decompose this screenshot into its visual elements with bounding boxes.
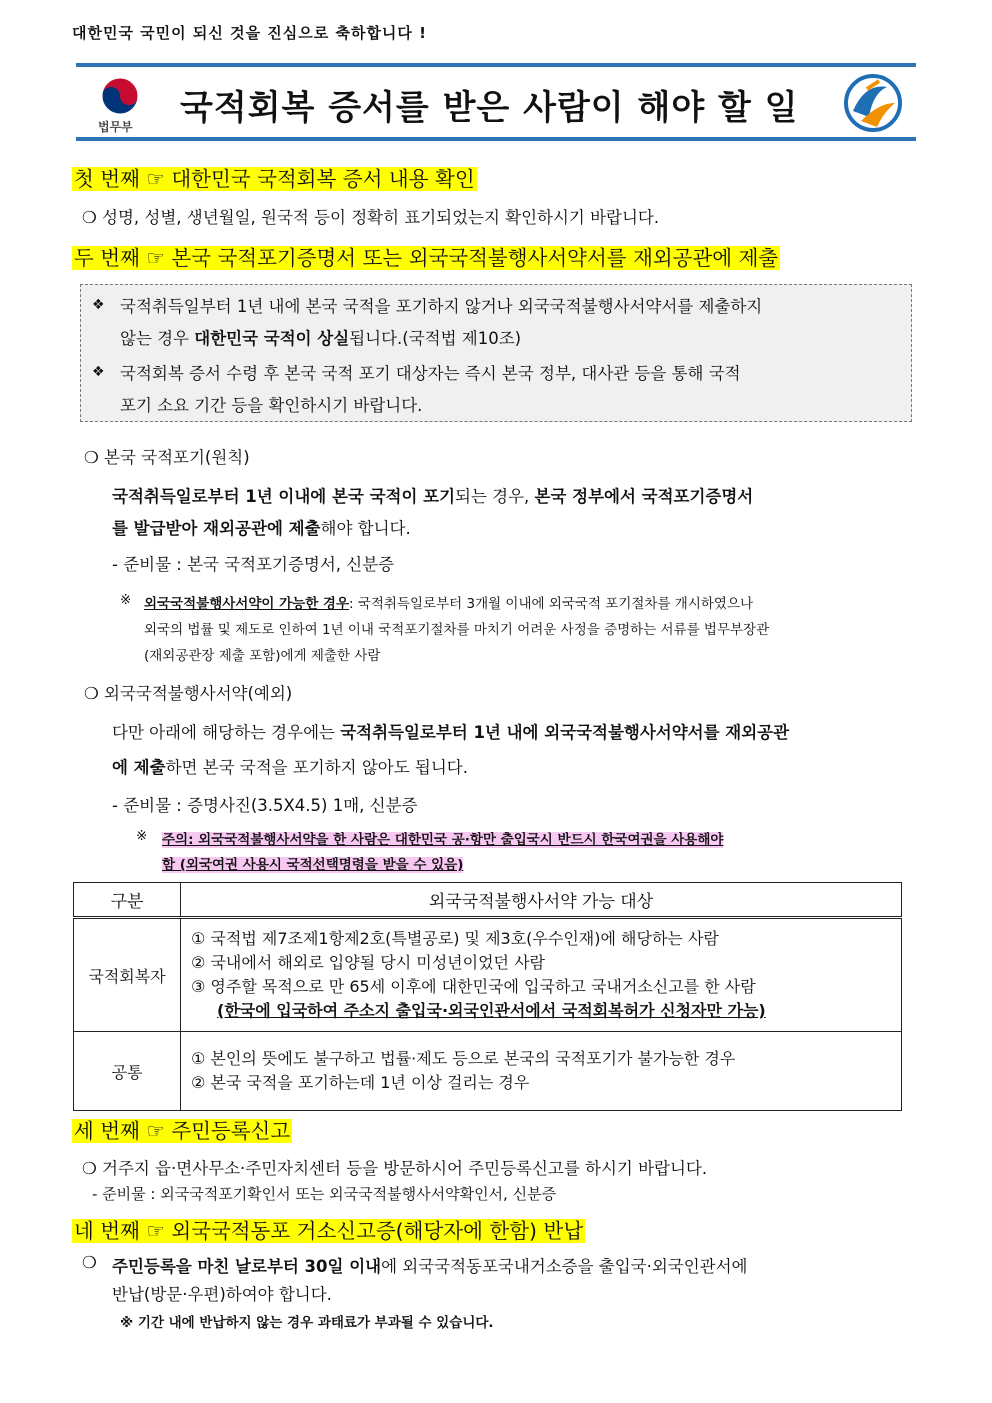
- step1-heading: 첫 번째 ☞ 대한민국 국적회복 증서 내용 확인: [74, 167, 475, 191]
- step4-line1: 주민등록을 마친 날로부터 30일 이내에 외국국적동포국내거소증을 출입국·외국인관서에: [112, 1257, 748, 1276]
- principle-note-line1: 외국국적불행사서약이 가능한 경우: 국적취득일로부터 3개월 이내에 외국국적 포기절차를 개시하였으나: [144, 596, 754, 612]
- principle-note-mark: ※: [120, 592, 132, 608]
- list-item: ③ 영주할 목적으로 만 65세 이후에 대한민국에 입국하고 국내거소신고를 한 사람: [191, 977, 756, 996]
- step4-line2: 반납(방문·우편)하여야 합니다.: [112, 1285, 332, 1304]
- step1-bullet: ❍ 성명, 성별, 생년월일, 원국적 등이 정확히 표기되었는지 확인하시기 바랍니다.: [82, 208, 660, 227]
- row-category-restorer: 국적회복자: [74, 918, 181, 1032]
- note1-line2: 않는 경우 대한민국 국적이 상실됩니다.(국적법 제10조): [120, 329, 522, 348]
- step4-heading: 네 번째 ☞ 외국국적동포 거소신고증(해당자에 한함) 반납: [74, 1219, 584, 1243]
- caution-line1: 주의: 외국국적불행사서약을 한 사람은 대한민국 공·항만 출입국시 반드시 한국여권을 사용해야: [162, 832, 724, 848]
- principle-title: ❍ 본국 국적포기(원칙): [84, 448, 250, 467]
- blue-orange-swirl-logo-icon: [843, 73, 903, 133]
- list-item: ② 국내에서 해외로 입양될 당시 미성년이었던 사람: [191, 953, 545, 972]
- row-items-common: [181, 1032, 902, 1111]
- diamond-bullet-icon: ❖: [92, 297, 105, 313]
- exception-line2: 에 제출하면 본국 국적을 포기하지 않아도 됩니다.: [112, 758, 468, 777]
- principle-note-line3: (재외공관장 제출 포함)에게 제출한 사람: [144, 648, 381, 664]
- list-item-note: (한국에 입국하여 주소지 출입국·외국인관서에서 국적회복허가 신청자만 가능): [217, 1001, 766, 1020]
- principle-line1: 국적취득일로부터 1년 이내에 본국 국적이 포기되는 경우, 본국 정부에서 국적포기증명서: [112, 487, 754, 506]
- eligibility-table: [73, 882, 902, 1111]
- table-row: [74, 918, 902, 1032]
- diamond-bullet-icon: ❖: [92, 364, 105, 380]
- table-header-target: 외국국적불행사서약 가능 대상: [181, 883, 902, 918]
- exception-prep: - 준비물 : 증명사진(3.5X4.5) 1매, 신분증: [112, 796, 418, 815]
- exception-title: ❍ 외국국적불행사서약(예외): [84, 684, 293, 703]
- list-item: ① 본인의 뜻에도 불구하고 법률·제도 등으로 본국의 국적포기가 불가능한 경우: [191, 1049, 736, 1068]
- ministry-label: 법무부: [98, 120, 133, 134]
- step3-heading: 세 번째 ☞ 주민등록신고: [74, 1119, 291, 1143]
- exception-line1: 다만 아래에 해당하는 경우에는 국적취득일로부터 1년 내에 외국국적불행사서약서를 재외공관: [112, 723, 790, 742]
- table-header-category: 구분: [74, 883, 181, 918]
- row-category-common: 공통: [74, 1032, 181, 1111]
- caution-line2: 함 (외국여권 사용시 국적선택명령을 받을 수 있음): [162, 857, 464, 873]
- note2-line1: 국적회복 증서 수령 후 본국 국적 포기 대상자는 즉시 본국 정부, 대사관 등을 통해 국적: [120, 364, 741, 383]
- step4-note: ※ 기간 내에 반납하지 않는 경우 과태료가 부과될 수 있습니다.: [120, 1315, 494, 1331]
- list-item: ① 국적법 제7조제1항제2호(특별공로) 및 제3호(우수인재)에 해당하는 사람: [191, 929, 719, 948]
- step4-bullet-mark: ❍: [82, 1253, 97, 1272]
- step2-heading: 두 번째 ☞ 본국 국적포기증명서 또는 외국국적불행사서약서를 재외공관에 제출: [74, 246, 779, 270]
- table-header-row: [74, 883, 902, 918]
- principle-prep: - 준비물 : 본국 국적포기증명서, 신분증: [112, 555, 395, 574]
- principle-line2: 를 발급받아 재외공관에 제출해야 합니다.: [112, 519, 411, 538]
- congratulations-line: 대한민국 국민이 되신 것을 진심으로 축하합니다 !: [72, 24, 427, 42]
- page-title: 국적회복 증서를 받은 사람이 해야 할 일: [180, 88, 799, 128]
- list-item: ② 본국 국적을 포기하는데 1년 이상 걸리는 경우: [191, 1073, 530, 1092]
- principle-note-line2: 외국의 법률 및 제도로 인하여 1년 이내 국적포기절차를 마치기 어려운 사정을 증명하는 서류를 법무부장관: [144, 622, 770, 638]
- caution-mark: ※: [136, 828, 148, 844]
- row-items-restorer: [181, 918, 902, 1032]
- note2-line2: 포기 소요 기간 등을 확인하시기 바랍니다.: [120, 396, 423, 415]
- note1-line1: 국적취득일부터 1년 내에 본국 국적을 포기하지 않거나 외국국적불행사서약서를 제출하지: [120, 297, 763, 316]
- table-row: [74, 1032, 902, 1111]
- step3-prep: - 준비물 : 외국국적포기확인서 또는 외국국적불행사서약확인서, 신분증: [92, 1185, 557, 1203]
- step3-bullet: ❍ 거주지 읍·면사무소·주민자치센터 등을 방문하시어 주민등록신고를 하시기 바랍니다.: [82, 1159, 708, 1178]
